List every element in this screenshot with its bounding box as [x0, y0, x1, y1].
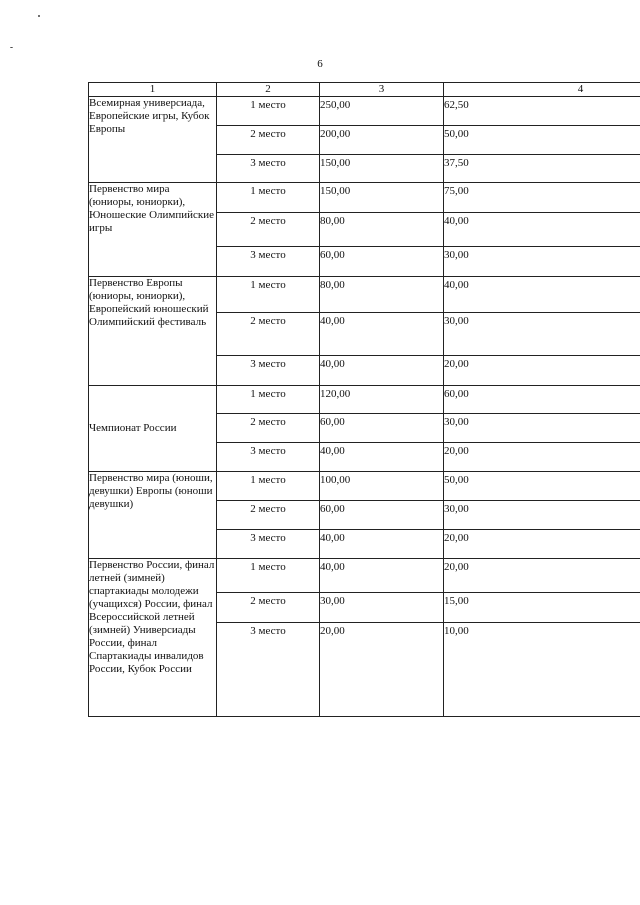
place-cell: 3 место — [217, 356, 320, 386]
value-cell-col3: 200,00 — [320, 126, 444, 155]
value-cell-col4: 30,00 — [444, 501, 640, 530]
event-name: Первенство мира (юноши, девушки) Европы (юноши девушки) — [89, 472, 217, 559]
value-cell-col4: 15,00 — [444, 593, 640, 623]
value-cell-col4: 20,00 — [444, 559, 640, 593]
place-cell: 3 место — [217, 623, 320, 717]
table-row — [89, 97, 640, 126]
value-cell-col3: 40,00 — [320, 313, 444, 356]
place-cell: 1 место — [217, 97, 320, 126]
value-cell-col4: 20,00 — [444, 530, 640, 559]
value-cell-col3: 150,00 — [320, 155, 444, 183]
place-cell: 2 место — [217, 213, 320, 247]
event-name: Первенство мира (юниоры, юниорки), Юношеские Олимпийские игры — [89, 183, 217, 277]
value-cell-col4: 75,00 — [444, 183, 640, 213]
column-header: 2 — [217, 83, 320, 97]
place-cell: 3 место — [217, 155, 320, 183]
value-cell-col4: 50,00 — [444, 472, 640, 501]
value-cell-col4: 62,50 — [444, 97, 640, 126]
page-number: 6 — [317, 58, 323, 70]
value-cell-col3: 60,00 — [320, 247, 444, 277]
award-table — [88, 82, 640, 717]
value-cell-col3: 100,00 — [320, 472, 444, 501]
value-cell-col3: 40,00 — [320, 530, 444, 559]
value-cell-col4: 20,00 — [444, 356, 640, 386]
value-cell-col3: 80,00 — [320, 213, 444, 247]
column-header: 4 — [444, 83, 640, 97]
value-cell-col4: 30,00 — [444, 313, 640, 356]
place-cell: 1 место — [217, 183, 320, 213]
place-cell: 3 место — [217, 530, 320, 559]
place-cell: 1 место — [217, 277, 320, 313]
table-row — [89, 277, 640, 313]
event-name: Всемирная универсиада, Европейские игры, Кубок Европы — [89, 97, 217, 183]
value-cell-col3: 60,00 — [320, 414, 444, 443]
value-cell-col4: 20,00 — [444, 443, 640, 472]
value-cell-col4: 10,00 — [444, 623, 640, 717]
event-name: Чемпионат России — [89, 386, 217, 472]
value-cell-col4: 30,00 — [444, 247, 640, 277]
value-cell-col4: 40,00 — [444, 277, 640, 313]
event-name: Первенство Европы (юниоры, юниорки), Европейский юношеский Олимпийский фестиваль — [89, 277, 217, 386]
value-cell-col3: 40,00 — [320, 443, 444, 472]
value-cell-col3: 60,00 — [320, 501, 444, 530]
value-cell-col3: 40,00 — [320, 559, 444, 593]
event-name: Первенство России, финал летней (зимней) спартакиады молодежи (учащихся) России, финал Всероссийской летней (зимней) Универсиады России, финал Спартакиады инвалидов России, Кубок России — [89, 559, 217, 717]
table-row — [89, 472, 640, 501]
place-cell: 2 место — [217, 313, 320, 356]
place-cell: 3 место — [217, 247, 320, 277]
place-cell: 2 место — [217, 501, 320, 530]
value-cell-col4: 60,00 — [444, 386, 640, 414]
value-cell-col3: 40,00 — [320, 356, 444, 386]
place-cell: 2 место — [217, 414, 320, 443]
scan-speck — [10, 47, 13, 48]
place-cell: 1 место — [217, 386, 320, 414]
table-row — [89, 386, 640, 414]
value-cell-col3: 120,00 — [320, 386, 444, 414]
value-cell-col4: 40,00 — [444, 213, 640, 247]
place-cell: 2 место — [217, 593, 320, 623]
place-cell: 1 место — [217, 472, 320, 501]
place-cell: 3 место — [217, 443, 320, 472]
value-cell-col3: 150,00 — [320, 183, 444, 213]
value-cell-col3: 20,00 — [320, 623, 444, 717]
table-header-row — [89, 83, 640, 97]
value-cell-col3: 30,00 — [320, 593, 444, 623]
table-row — [89, 559, 640, 593]
column-header: 3 — [320, 83, 444, 97]
place-cell: 1 место — [217, 559, 320, 593]
table-row — [89, 183, 640, 213]
value-cell-col4: 50,00 — [444, 126, 640, 155]
scan-speck — [38, 15, 40, 17]
value-cell-col3: 80,00 — [320, 277, 444, 313]
place-cell: 2 место — [217, 126, 320, 155]
value-cell-col3: 250,00 — [320, 97, 444, 126]
value-cell-col4: 30,00 — [444, 414, 640, 443]
value-cell-col4: 37,50 — [444, 155, 640, 183]
column-header: 1 — [89, 83, 217, 97]
